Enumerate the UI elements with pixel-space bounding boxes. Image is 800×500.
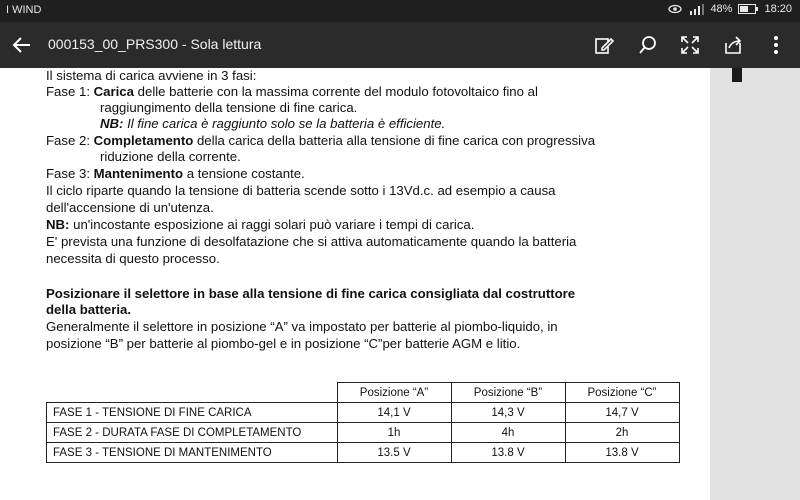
cell-a: 1h bbox=[337, 423, 451, 443]
selector-text-1: Generalmente il selettore in posizione “A” va impostato per batterie al piombo-liquido, in bbox=[46, 319, 558, 334]
fullscreen-icon[interactable] bbox=[678, 33, 702, 57]
cycle-line-1: Il ciclo riparte quando la tensione di batteria scende sotto i 13Vd.c. ad esempio a causa bbox=[46, 183, 556, 198]
phase2-line: Fase 2: Completamento della carica della batteria alla tensione di fine carica con progressiva bbox=[46, 133, 596, 148]
selector-heading-2: della batteria. bbox=[46, 302, 132, 317]
table-header: Posizione “C” bbox=[565, 383, 679, 403]
cell-b: 14,3 V bbox=[451, 403, 565, 423]
table-row bbox=[47, 403, 680, 423]
carrier-name: I WIND bbox=[6, 4, 42, 16]
search-icon[interactable] bbox=[636, 33, 660, 57]
next-page-edge[interactable] bbox=[710, 68, 800, 500]
clock: 18:20 bbox=[764, 3, 792, 15]
selector-text-2: posizione “B” per batterie al piombo-gel e in posizione “C”per batterie AGM e litio. bbox=[46, 336, 521, 351]
cell-c: 13.8 V bbox=[565, 443, 679, 463]
battery-icon bbox=[738, 4, 758, 14]
desulfation-line-1: E' prevista una funzione di desolfatazione che si attiva automaticamente quando la batteria bbox=[46, 234, 577, 249]
phase1-line: Fase 1: Carica delle batterie con la massima corrente del modulo fotovoltaico fino al bbox=[46, 84, 538, 99]
table-row bbox=[47, 423, 680, 443]
back-arrow-icon[interactable] bbox=[10, 33, 34, 57]
more-options-icon[interactable] bbox=[764, 33, 788, 57]
table-corner bbox=[47, 383, 338, 403]
row-label: FASE 2 - DURATA FASE DI COMPLETAMENTO bbox=[47, 423, 338, 443]
cell-c: 2h bbox=[565, 423, 679, 443]
phase1-cont: raggiungimento della tensione di fine carica. bbox=[100, 100, 358, 115]
intro-line: Il sistema di carica avviene in 3 fasi: bbox=[46, 68, 257, 83]
battery-percent: 48% bbox=[710, 3, 733, 15]
table-header: Posizione “B” bbox=[451, 383, 565, 403]
cell-b: 13.8 V bbox=[451, 443, 565, 463]
cell-a: 14,1 V bbox=[337, 403, 451, 423]
table-header: Posizione “A” bbox=[337, 383, 451, 403]
phase2-cont: riduzione della corrente. bbox=[100, 149, 241, 164]
document-page[interactable] bbox=[0, 68, 710, 500]
desulfation-line-2: necessita di questo processo. bbox=[46, 251, 220, 266]
cycle-line-2: dell'accensione di un'utenza. bbox=[46, 200, 214, 215]
edit-icon[interactable] bbox=[592, 33, 616, 57]
note-2: NB: un'incostante esposizione ai raggi solari può variare i tempi di carica. bbox=[46, 217, 475, 232]
signal-icon bbox=[688, 4, 704, 15]
row-label: FASE 1 - TENSIONE DI FINE CARICA bbox=[47, 403, 338, 423]
eye-icon bbox=[668, 4, 682, 14]
cell-a: 13.5 V bbox=[337, 443, 451, 463]
table-row bbox=[47, 443, 680, 463]
phase1-note: NB: Il fine carica è raggiunto solo se la batteria è efficiente. bbox=[100, 116, 446, 131]
app-bar bbox=[0, 22, 800, 68]
row-label: FASE 3 - TENSIONE DI MANTENIMENTO bbox=[47, 443, 338, 463]
status-bar bbox=[0, 0, 800, 22]
share-icon[interactable] bbox=[721, 33, 745, 57]
phase3-line: Fase 3: Mantenimento a tensione costante. bbox=[46, 166, 305, 181]
status-right bbox=[668, 3, 792, 15]
cell-b: 4h bbox=[451, 423, 565, 443]
cell-c: 14,7 V bbox=[565, 403, 679, 423]
page-edge-mark bbox=[732, 68, 742, 82]
selector-heading-1: Posizionare il selettore in base alla tensione di fine carica consigliata dal costruttore bbox=[46, 286, 576, 301]
document-title: 000153_00_PRS300 - Sola lettura bbox=[48, 36, 262, 52]
table-header-row bbox=[47, 383, 680, 403]
settings-table bbox=[46, 382, 680, 463]
